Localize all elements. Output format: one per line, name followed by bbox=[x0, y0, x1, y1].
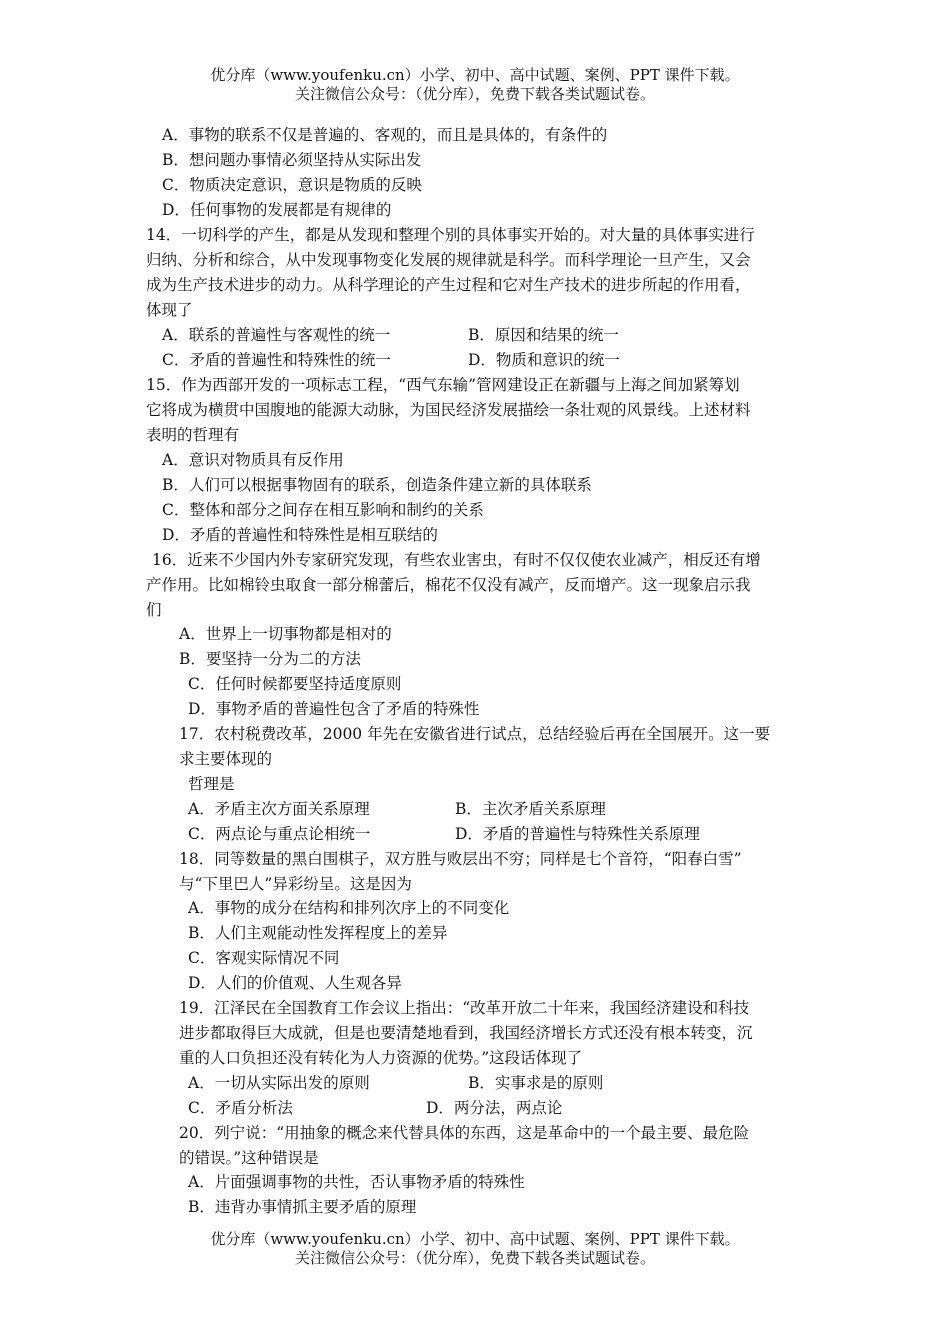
q14-option-a: A．联系的普遍性与客观性的统一 bbox=[162, 326, 391, 344]
header-line-2: 关注微信公众号：（优分库），免费下载各类试题试卷。 bbox=[294, 85, 655, 103]
page-header bbox=[0, 66, 950, 104]
q15-option-b: B．人们可以根据事物固有的联系，创造条件建立新的具体联系 bbox=[162, 476, 592, 494]
q17-stem-line-2: 求主要体现的 bbox=[179, 750, 273, 768]
q16-option-b: B．要坚持一分为二的方法 bbox=[179, 650, 361, 668]
q15-option-d: D．矛盾的普遍性和特殊性是相互联结的 bbox=[162, 526, 438, 544]
q19-stem-line-3: 重的人口负担还没有转化为人力资源的优势。”这段话体现了 bbox=[179, 1049, 583, 1067]
q14-stem-line-2: 归纳、分析和综合，从中发现事物变化发展的规律就是科学。而科学理论一旦产生，又会 bbox=[146, 251, 751, 269]
q17-option-d: D．矛盾的普遍性与特殊性关系原理 bbox=[455, 825, 700, 843]
q18-stem-line-2: 与“下里巴人”异彩纷呈。这是因为 bbox=[179, 875, 412, 893]
q16-option-d: D．事物矛盾的普遍性包含了矛盾的特殊性 bbox=[188, 700, 480, 718]
q18-option-c: C．客观实际情况不同 bbox=[188, 949, 340, 967]
header-line-1: 优分库（www.youfenku.cn）小学、初中、高中试题、案例、PPT 课件下载。 bbox=[210, 66, 740, 84]
q18-stem-line-1: 18．同等数量的黑白围棋子，双方胜与败层出不穷；同样是七个音符，“阳春白雪” bbox=[179, 850, 742, 868]
footer-line-2: 关注微信公众号：（优分库），免费下载各类试题试卷。 bbox=[294, 1249, 655, 1267]
q16-stem-line-2: 产作用。比如棉铃虫取食一部分棉蕾后，棉花不仅没有减产，反而增产。这一现象启示我 bbox=[146, 576, 751, 594]
q16-option-c: C．任何时候都要坚持适度原则 bbox=[188, 675, 402, 693]
q19-stem-line-1: 19．江泽民在全国教育工作会议上指出：“改革开放二十年来，我国经济建设和科技 bbox=[179, 999, 750, 1017]
footer-line-1: 优分库（www.youfenku.cn）小学、初中、高中试题、案例、PPT 课件下载。 bbox=[210, 1230, 740, 1248]
q13-option-c: C．物质决定意识，意识是物质的反映 bbox=[162, 176, 422, 194]
q13-option-b: B．想问题办事情必须坚持从实际出发 bbox=[162, 151, 422, 169]
q14-stem-line-1: 14．一切科学的产生，都是从发现和整理个别的具体事实开始的。对大量的具体事实进行 bbox=[146, 226, 755, 244]
q17-stem-line-3: 哲理是 bbox=[188, 775, 235, 793]
q15-stem-line-1: 15．作为西部开发的一项标志工程，“西气东输”管网建设正在新疆与上海之间加紧筹划 bbox=[146, 376, 740, 394]
q16-stem-line-1: 16．近来不少国内外专家研究发现，有些农业害虫，有时不仅仅使农业减产，相反还有增 bbox=[152, 551, 761, 569]
q17-option-a: A．矛盾主次方面关系原理 bbox=[188, 800, 370, 818]
q14-option-b: B．原因和结果的统一 bbox=[468, 326, 619, 344]
q15-option-a: A．意识对物质具有反作用 bbox=[162, 451, 344, 469]
q18-option-d: D．人们的价值观、人生观各异 bbox=[188, 974, 402, 992]
q17-stem-line-1: 17．农村税费改革，2000 年先在安徽省进行试点，总结经验后再在全国展开。这一要 bbox=[179, 725, 771, 743]
q14-option-c: C．矛盾的普遍性和特殊性的统一 bbox=[162, 351, 391, 369]
q19-option-a: A．一切从实际出发的原则 bbox=[188, 1074, 370, 1092]
q13-option-a: A．事物的联系不仅是普遍的、客观的，而且是具体的，有条件的 bbox=[162, 126, 608, 144]
q14-stem-line-3: 成为生产技术进步的动力。从科学理论的产生过程和它对生产技术的进步所起的作用看， bbox=[146, 276, 751, 294]
q17-option-c: C．两点论与重点论相统一 bbox=[188, 825, 371, 843]
q20-stem-line-2: 的错误。”这种错误是 bbox=[179, 1149, 319, 1167]
q18-option-b: B．人们主观能动性发挥程度上的差异 bbox=[188, 924, 448, 942]
q20-option-b: B．违背办事情抓主要矛盾的原理 bbox=[188, 1198, 417, 1216]
q20-option-a: A．片面强调事物的共性，否认事物矛盾的特殊性 bbox=[188, 1173, 525, 1191]
q13-option-d: D．任何事物的发展都是有规律的 bbox=[162, 201, 392, 219]
q19-stem-line-2: 进步都取得巨大成就，但是也要清楚地看到，我国经济增长方式还没有根本转变，沉 bbox=[179, 1024, 753, 1042]
q14-stem-line-4: 体现了 bbox=[146, 301, 193, 319]
q19-option-b: B．实事求是的原则 bbox=[468, 1074, 604, 1092]
q17-option-b: B．主次矛盾关系原理 bbox=[455, 800, 606, 818]
q16-option-a: A．世界上一切事物都是相对的 bbox=[179, 625, 392, 643]
q20-stem-line-1: 20．列宁说：“用抽象的概念来代替具体的东西，这是革命中的一个最主要、最危险 bbox=[179, 1124, 750, 1142]
q19-option-c: C．矛盾分析法 bbox=[188, 1099, 293, 1117]
q15-stem-line-2: 它将成为横贯中国腹地的能源大动脉，为国民经济发展描绘一条壮观的风景线。上述材料 bbox=[146, 401, 751, 419]
page-footer bbox=[0, 1230, 950, 1268]
q15-option-c: C．整体和部分之间存在相互影响和制约的关系 bbox=[162, 501, 484, 519]
q16-stem-line-3: 们 bbox=[146, 601, 162, 619]
q14-option-d: D．物质和意识的统一 bbox=[468, 351, 620, 369]
q19-option-d: D．两分法，两点论 bbox=[426, 1099, 563, 1117]
q18-option-a: A．事物的成分在结构和排列次序上的不同变化 bbox=[188, 899, 510, 917]
q15-stem-line-3: 表明的哲理有 bbox=[146, 426, 240, 444]
